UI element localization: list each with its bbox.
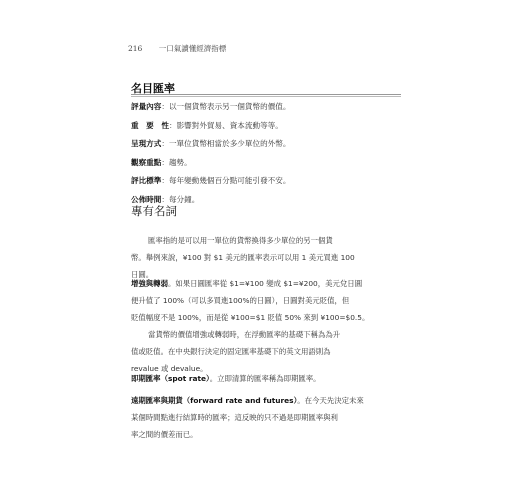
title-rule-thin [131,96,401,97]
text-line: 匯率指的是可以用一單位的貨幣換得多少單位的另一個貨 [148,236,333,245]
info-key: 呈現方式 [131,139,162,149]
info-value: 趨勢。 [168,157,192,167]
text-segment: 。如果日圓匯率從 $1=¥100 變成 $1=¥200，美元兌日圓 [167,279,363,288]
page-number: 216 [128,44,143,53]
text-line: 便升值了 100%（可以多買進100%的日圓），日圓對美元貶值，但 [131,296,350,306]
info-row: 重 要 性：影響對外貿易、資本流動等等。 [131,120,283,130]
paragraph-strengthen-weaken [131,275,393,327]
text-line: 貶值幅度不是 100%，而是從 ¥100=$1 貶值 50% 來到 ¥100=$0.5。 [131,313,370,323]
text-line: 日圓。 [131,270,154,280]
paragraph-forward-rate [131,392,393,444]
section-title: 名目匯率 [131,82,175,95]
text-line: revalue 或 devalue。 [131,364,208,374]
title-rule [131,94,401,95]
info-value: 每年變動幾個百分點可能引發不安。 [168,176,291,186]
text-line: 率之間的價差而已。 [131,430,198,440]
text-segment: 。立即清算的匯率稱為即期匯率。 [209,374,321,383]
info-key: 評量內容 [131,102,162,111]
info-key: 觀察重點 [131,157,162,167]
term-label: 遠期匯率與期貨（forward rate and futures） [131,396,298,405]
text-line [131,275,393,292]
book-title: 一口氣讀懂經濟指標 [158,44,227,53]
info-value: 每分鐘。 [168,194,200,204]
paragraph-spot-rate [131,370,393,387]
info-row: 評量內容：以一個貨幣表示另一個貨幣的價值。 [131,102,291,111]
text-segment: 。在今天先決定未來 [297,396,364,405]
info-value: 以一個貨幣表示另一個貨幣的價值。 [168,102,291,111]
text-line [131,392,393,409]
running-head [128,43,226,54]
info-row: 公佈時間：每分鐘。 [131,194,200,204]
indicator-info-list [131,98,290,210]
info-key: 重 要 性 [131,120,169,130]
term-label: 增強與轉弱 [131,279,168,288]
info-value: 一單位貨幣相當於多少單位的外幣。 [168,139,291,149]
info-row: 評比標準：每年變動幾個百分點可能引發不安。 [131,176,291,186]
term-label: 即期匯率（spot rate） [131,374,210,383]
text-line: 某個時間點進行結算時的匯率；這反映的只不過是即期匯率與利 [131,413,338,423]
terms-heading: 專有名詞 [131,204,177,218]
text-line: 當貨幣的價值增強或轉弱時，在浮動匯率的基礎下稱為為升 [148,330,341,339]
text-line [131,370,393,387]
info-value: 影響對外貿易、資本流動等等。 [176,120,283,130]
text-line: 值或貶值。在中央銀行決定的固定匯率基礎下的英文用語則為 [131,347,331,357]
text-line: 幣。舉例來說，¥100 對 $1 美元的匯率表示可以用 1 美元買進 100 [131,253,355,263]
info-row: 呈現方式：一單位貨幣相當於多少單位的外幣。 [131,139,291,149]
info-row: 觀察重點：趨勢。 [131,157,192,167]
info-key: 公佈時間 [131,194,162,204]
info-key: 評比標準 [131,176,162,186]
